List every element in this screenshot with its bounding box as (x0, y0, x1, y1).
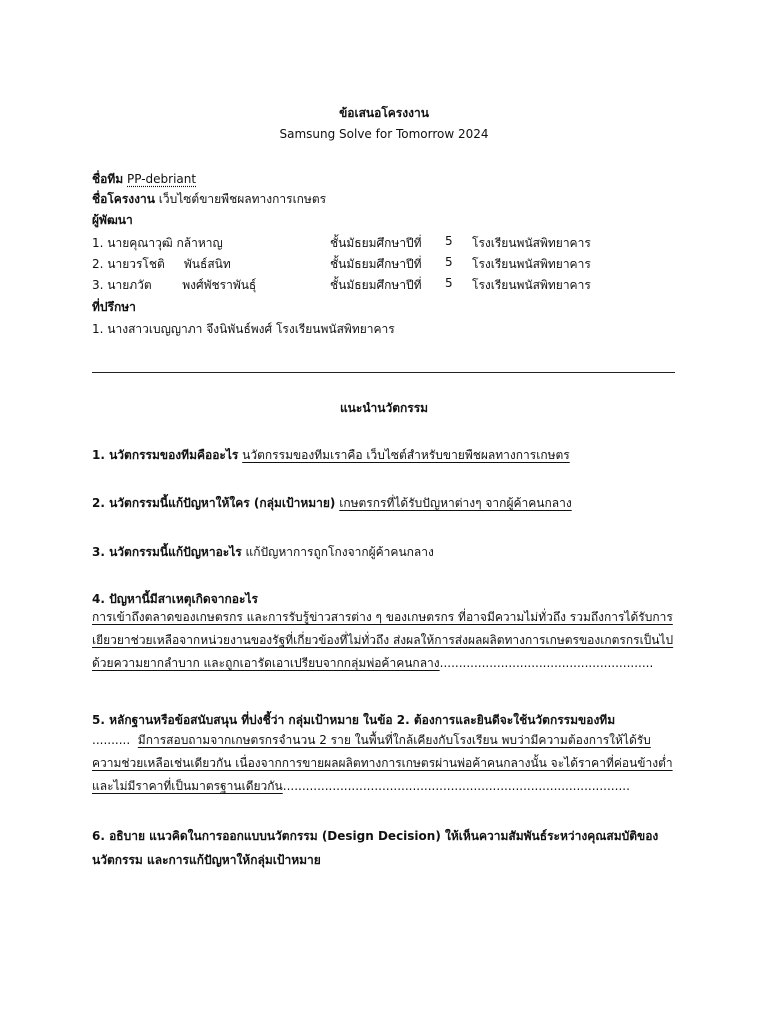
dotted-lead: .......... (92, 733, 131, 747)
dotted-fill: ........................................................................................... (282, 779, 630, 793)
developer-name: 2. นายวรโชติ พันธ์สนิท (92, 257, 231, 271)
developer-level: 5 (445, 255, 453, 269)
developer-school: โรงเรียนพนัสพิทยาคาร (472, 236, 591, 250)
developer-grade: ชั้นมัธยมศึกษาปีที่ (330, 257, 422, 271)
project-name-value: เว็บไซต์ขายพืชผลทางการเกษตร (158, 192, 327, 206)
developer-name: 1. นายคุณาวุฒิ กล้าหาญ (92, 236, 223, 250)
question-5-answer (92, 729, 677, 798)
team-name-row (92, 170, 196, 189)
dotted-fill: ........................................................ (439, 656, 654, 670)
question-4-answer (92, 606, 677, 675)
question-2 (92, 494, 572, 513)
developer-name: 3. นายภวัต พงศ์พัชราพันธุ์ (92, 278, 257, 292)
answer-line: การเข้าถึงตลาดของเกษตรกร และการรับรู้ข่าวสารต่าง ๆ ของเกษตรกร ที่อาจมีความไม่ทั่วถึง รวมถึงการได้รับการ (92, 610, 673, 624)
advisor-value: 1. นางสาวเบญญาภา จึงนิพันธ์พงศ์ โรงเรียนพนัสพิทยาคาร (92, 322, 395, 336)
question-6-line-2: นวัตกรรม และการแก้ปัญหาให้กลุ่มเป้าหมาย (92, 853, 321, 867)
project-name-row (92, 190, 326, 209)
answer-line: และไม่มีราคาที่เป็นมาตรฐานเดียวกัน (92, 779, 283, 793)
developer-school: โรงเรียนพนัสพิทยาคาร (472, 257, 591, 271)
question-1-label: 1. นวัตกรรมของทีมคืออะไร (92, 448, 239, 462)
developer-level: 5 (445, 276, 453, 290)
developers-label: ผู้พัฒนา (92, 213, 133, 227)
advisor-label: ที่ปรึกษา (92, 300, 136, 314)
developer-grade: ชั้นมัธยมศึกษาปีที่ (330, 278, 422, 292)
question-1 (92, 446, 570, 465)
section-divider (92, 372, 675, 373)
project-name-label: ชื่อโครงงาน (92, 192, 155, 206)
developer-grade: ชั้นมัธยมศึกษาปีที่ (330, 236, 422, 250)
question-2-answer: เกษตรกรที่ได้รับปัญหาต่างๆ จากผู้ค้าคนกลาง (339, 496, 572, 510)
developer-level: 5 (445, 234, 453, 248)
section-title: แนะนำนวัตกรรม (339, 401, 429, 415)
question-3-answer: แก้ปัญหาการถูกโกงจากผู้ค้าคนกลาง (245, 545, 434, 559)
answer-line: ด้วยความยากลำบาก และถูกเอารัดเอาเปรียบจากกลุ่มพ่อค้าคนกลาง (92, 656, 440, 670)
answer-line: เยียวยาช่วยเหลือจากหน่วยงานของรัฐที่เกี่ยวข้องที่ไม่ทั่วถึง ส่งผลให้การส่งผลผลิตทางการเกษตรของเกตรกรเป็นไป (92, 633, 674, 647)
question-6-line-1: 6. อธิบาย แนวคิดในการออกแบบนวัตกรรม (Design Decision) ให้เห็นความสัมพันธ์ระหว่างคุณสมบัติของ (92, 829, 659, 843)
team-name-value: PP-debriant (127, 172, 197, 186)
question-2-label: 2. นวัตกรรมนี้แก้ปัญหาให้ใคร (กลุ่มเป้าหมาย) (92, 496, 336, 510)
question-3-label: 3. นวัตกรรมนี้แก้ปัญหาอะไร (92, 545, 242, 559)
team-name-label: ชื่อทีม (92, 172, 124, 186)
question-4-label: 4. ปัญหานี้มีสาเหตุเกิดจากอะไร (92, 592, 258, 606)
document-title: ข้อเสนอโครงงาน (339, 106, 429, 120)
document-subtitle: Samsung Solve for Tomorrow 2024 (279, 127, 489, 141)
question-5-label: 5. หลักฐานหรือข้อสนับสนุน ที่บ่งชี้ว่า กลุ่มเป้าหมาย ในข้อ 2. ต้องการและยินดีจะใช้นวัตกรรมของทีม (92, 713, 616, 727)
question-3 (92, 543, 434, 562)
answer-line: ความช่วยเหลือเช่นเดียวกัน เนื่องจากการขายผลผลิตทางการเกษตรผ่านพ่อค้าคนกลางนั้น จะได้ราคาที่ค่อนข้างต่ำ (92, 756, 673, 770)
answer-line: มีการสอบถามจากเกษตรกรจำนวน 2 ราย ในพื้นที่ใกล้เคียงกับโรงเรียน พบว่ามีความต้องการให้ได้รับ (137, 733, 651, 747)
developer-school: โรงเรียนพนัสพิทยาคาร (472, 278, 591, 292)
question-1-answer: นวัตกรรมของทีมเราคือ เว็บไซต์สำหรับขายพืชผลทางการเกษตร (242, 448, 570, 462)
